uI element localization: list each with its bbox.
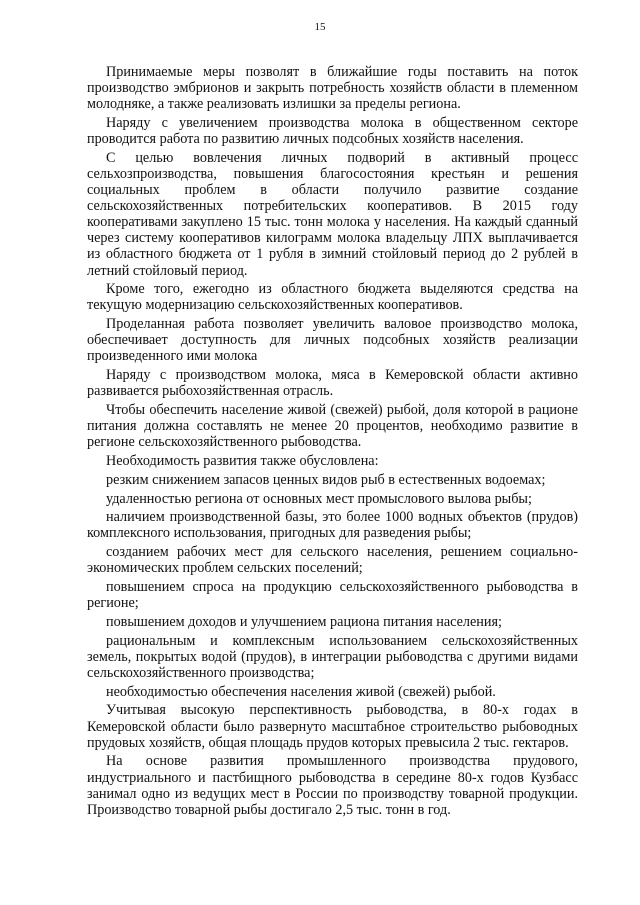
list-item: необходимостью обеспечения населения живой (свежей) рыбой. — [106, 683, 496, 700]
paragraph: На основе развития промышленного производства прудового, индустриального и пастбищного рыбоводства в середине 80-х годов Кузбасс занимал одно из ведущих мест в России по производству товарной продукции. Производство товарной рыбы достигало 2,5 тыс. тонн в год. — [87, 753, 578, 818]
paragraph: Необходимость развития также обусловлена: — [106, 452, 379, 469]
paragraph: Проделанная работа позволяет увеличить валовое производство молока, обеспечивает доступность для личных подсобных хозяйств реализации произведенного ими молока — [87, 316, 578, 365]
list-item: резким снижением запасов ценных видов рыб в естественных водоемах; — [106, 471, 546, 488]
list-item: наличием производственной базы, это более 1000 водных объектов (прудов) комплексного использования, пригодных для разведения рыбы; — [87, 509, 578, 542]
list-item: удаленностью региона от основных мест промыслового вылова рыбы; — [106, 490, 532, 507]
list-item: созданием рабочих мест для сельского населения, решением социально-экономических проблем сельских поселений; — [87, 544, 578, 577]
page-number: 15 — [314, 21, 326, 33]
list-item: рациональным и комплексным использованием сельскохозяйственных земель, покрытых водой (прудов), в интеграции рыбоводства с другими видами сельскохозяйственного производства; — [87, 632, 578, 681]
paragraph: С целью вовлечения личных подворий в активный процесс сельхозпроизводства, повышения благосостояния крестьян и решения социальных проблем в области получило развитие создание сельскохозяйственных потребительских кооперативов. В 2015 году кооперативами закуплено 15 тыс. тонн молока у населения. На каждый сданный через систему кооперативов килограмм молока владельцу ЛПХ выплачивается из областного бюджета от 1 рубля в зимний стойловый период до 2 рублей в летний стойловый период. — [87, 149, 578, 279]
paragraph: Наряду с увеличением производства молока в общественном секторе проводится работа по развитию личных подсобных хозяйств населения. — [87, 114, 578, 148]
paragraph: Наряду с производством молока, мяса в Кемеровской области активно развивается рыбохозяйственная отрасль. — [87, 367, 578, 400]
paragraph: Принимаемые меры позволят в ближайшие годы поставить на поток производство эмбрионов и закрыть потребность хозяйств области в племенном молодняке, а также реализовать излишки за пределы региона. — [87, 64, 578, 113]
paragraph: Учитывая высокую перспективность рыбоводства, в 80-х годах в Кемеровской области было развернуто масштабное строительство рыбоводных прудовых хозяйств, общая площадь прудов которых превысила 2 тыс. гектаров. — [87, 702, 578, 751]
paragraph: Кроме того, ежегодно из областного бюджета выделяются средства на текущую модернизацию сельскохозяйственных кооперативов. — [87, 281, 578, 314]
paragraph: Чтобы обеспечить население живой (свежей) рыбой, доля которой в рационе питания должна составлять не менее 20 процентов, необходимо развитие в регионе сельскохозяйственного рыбоводства. — [87, 402, 578, 451]
list-item: повышением спроса на продукцию сельскохозяйственного рыбоводства в регионе; — [87, 579, 578, 612]
document-body — [87, 64, 578, 821]
list-item: повышением доходов и улучшением рациона питания населения; — [106, 613, 502, 630]
